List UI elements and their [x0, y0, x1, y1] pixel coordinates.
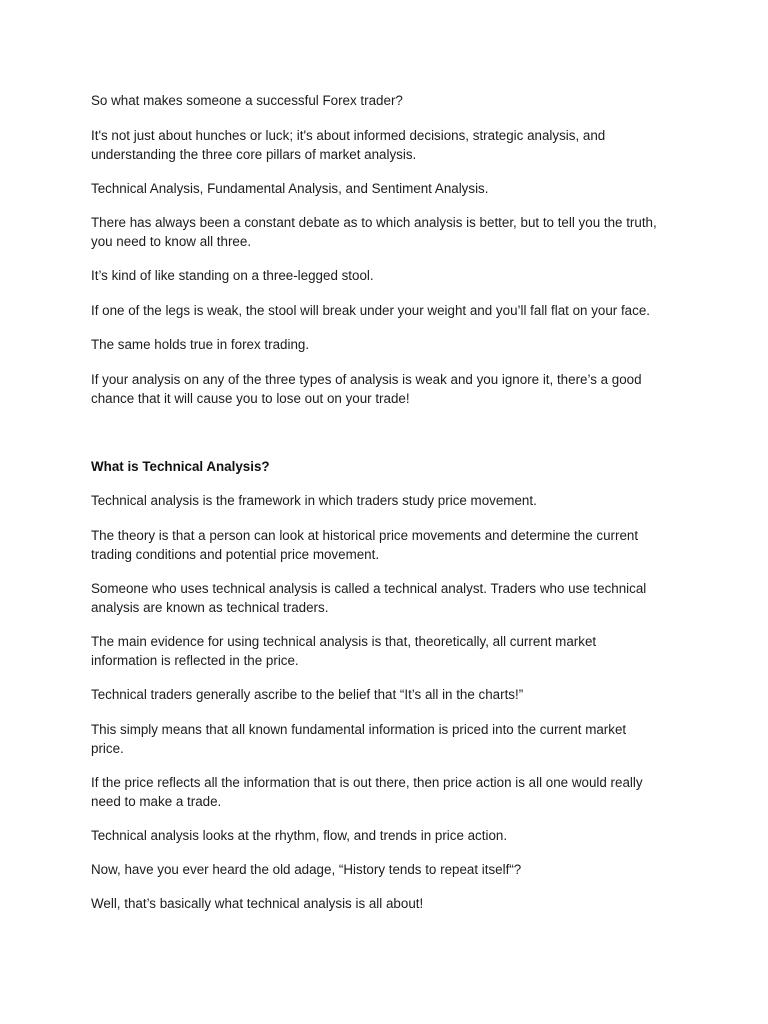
theory-paragraph-line: trading conditions and potential price movement. — [91, 547, 380, 562]
analyst-paragraph-line: Someone who uses technical analysis is called a technical analyst. Traders who use technical — [91, 581, 647, 596]
priced-in-paragraph-line: This simply means that all known fundamental information is priced into the current market — [91, 722, 627, 737]
weak-analysis-paragraph-line: If your analysis on any of the three types of analysis is weak and you ignore it, there’s a good — [91, 372, 642, 387]
price-action-paragraph-line: If the price reflects all the information that is out there, then price action is all one would really — [91, 775, 643, 790]
weak-analysis-paragraph-line: chance that it will cause you to lose out on your trade! — [91, 391, 410, 406]
debate-paragraph-line: you need to know all three. — [91, 234, 252, 249]
debate-paragraph-line: There has always been a constant debate as to which analysis is better, but to tell you the truth, — [91, 215, 657, 230]
weak-leg-line: If one of the legs is weak, the stool will break under your weight and you’ll fall flat on your face. — [91, 303, 650, 318]
evidence-paragraph-line: information is reflected in the price. — [91, 653, 299, 668]
rhythm-line: Technical analysis looks at the rhythm, flow, and trends in price action. — [91, 828, 508, 843]
evidence-paragraph-line: The main evidence for using technical analysis is that, theoretically, all current market — [91, 634, 597, 649]
definition-line: Technical analysis is the framework in which traders study price movement. — [91, 493, 537, 508]
intro-paragraph-line: It's not just about hunches or luck; it's about informed decisions, strategic analysis, and — [91, 128, 606, 143]
stool-line: It’s kind of like standing on a three-legged stool. — [91, 268, 374, 283]
forex-trading-line: The same holds true in forex trading. — [91, 337, 310, 352]
pillars-line: Technical Analysis, Fundamental Analysis, and Sentiment Analysis. — [91, 181, 489, 196]
section-heading: What is Technical Analysis? — [91, 459, 270, 474]
conclusion-line: Well, that’s basically what technical analysis is all about! — [91, 896, 424, 911]
price-action-paragraph-line: need to make a trade. — [91, 794, 222, 809]
priced-in-paragraph-line: price. — [91, 741, 124, 756]
analyst-paragraph-line: analysis are known as technical traders. — [91, 600, 329, 615]
theory-paragraph-line: The theory is that a person can look at historical price movements and determine the current — [91, 528, 639, 543]
intro-paragraph-line: understanding the three core pillars of market analysis. — [91, 147, 417, 162]
intro-question-line: So what makes someone a successful Forex trader? — [91, 93, 403, 108]
charts-belief-line: Technical traders generally ascribe to the belief that “It’s all in the charts!” — [91, 687, 524, 702]
adage-line: Now, have you ever heard the old adage, “History tends to repeat itself“? — [91, 862, 522, 877]
